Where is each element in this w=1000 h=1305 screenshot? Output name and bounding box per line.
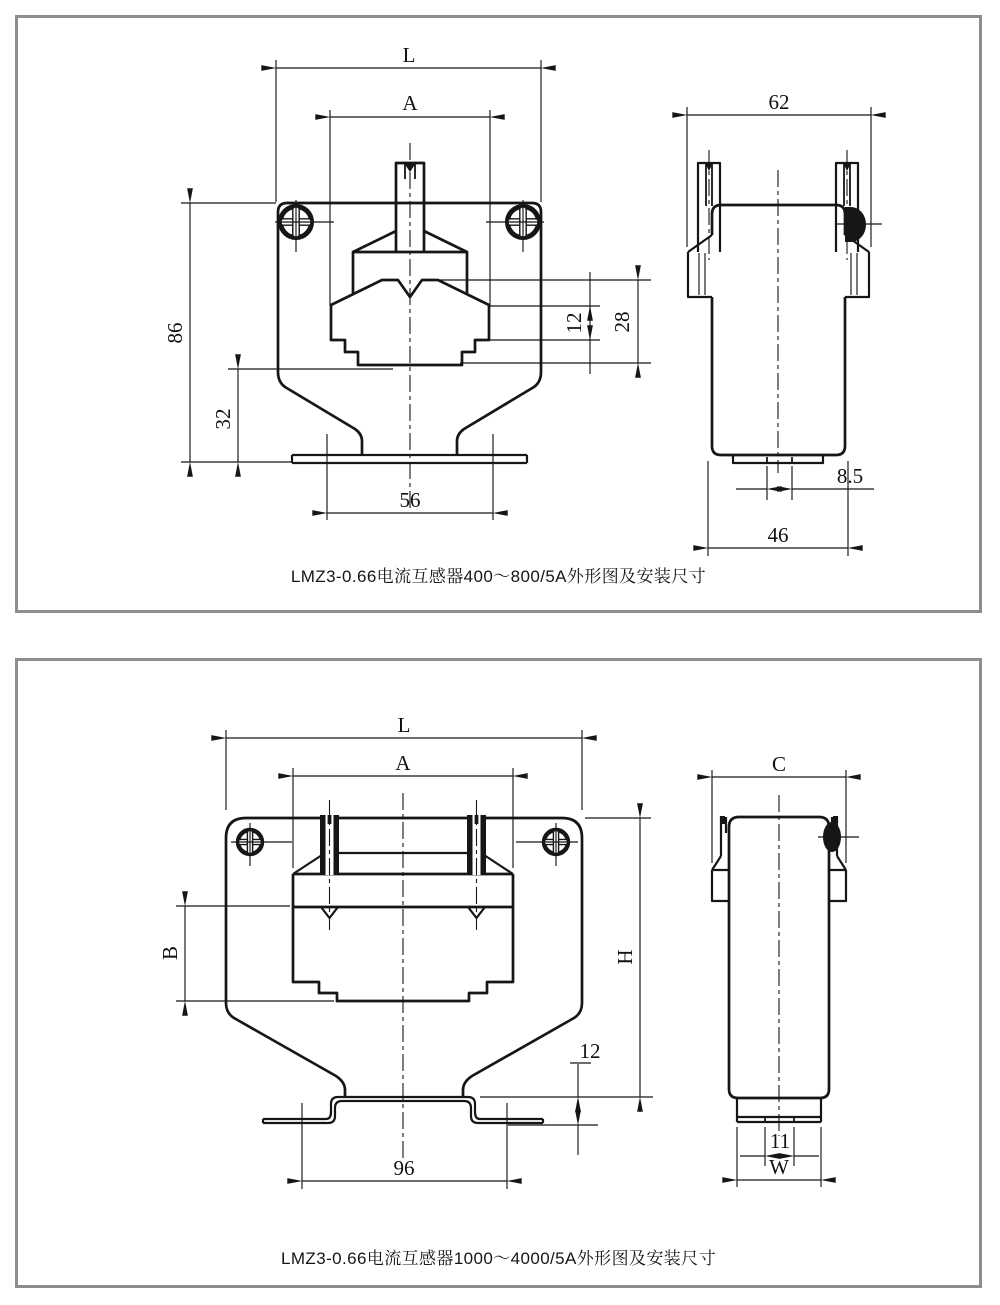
- dim-label-56: 56: [399, 488, 421, 512]
- side-screw: [836, 207, 882, 242]
- dim-label-A: A: [395, 751, 411, 775]
- dim-label-L: L: [397, 713, 411, 737]
- drawing-1000-4000: [18, 661, 979, 1285]
- dimension-8-5: [736, 464, 874, 500]
- dim-label-C: C: [771, 752, 787, 776]
- dim-label-32: 32: [211, 408, 235, 430]
- dim-label-A: A: [402, 91, 418, 115]
- terminal-post-left: [698, 150, 720, 295]
- caption-400-800: LMZ3-0.66电流互感器400～800/5A外形图及安装尺寸: [290, 567, 707, 586]
- drawing-panel-400-800: [15, 15, 982, 613]
- dim-label-28: 28: [610, 311, 634, 333]
- dim-label-86: 86: [163, 322, 187, 344]
- dim-label-L: L: [402, 43, 416, 67]
- side-screw: [818, 822, 859, 852]
- dim-label-11: 11: [769, 1129, 791, 1153]
- mounting-screw-left: [231, 823, 292, 866]
- side-view: [687, 90, 882, 556]
- dimension-28: [610, 280, 638, 363]
- dim-label-96: 96: [393, 1156, 415, 1180]
- dim-label-8-5: 8.5: [836, 464, 864, 488]
- drawing-400-800: [18, 18, 979, 610]
- dim-label-46: 46: [767, 523, 789, 547]
- side-view: [712, 752, 859, 1187]
- dimension-46: [708, 461, 848, 556]
- mounting-screw-right: [486, 200, 544, 252]
- mounting-screw-left: [275, 200, 334, 252]
- drawing-panel-1000-4000: [15, 658, 982, 1288]
- dim-label-12: 12: [562, 312, 586, 334]
- dim-label-B: B: [158, 945, 182, 961]
- front-view: [163, 43, 651, 520]
- dim-label-H: H: [613, 949, 637, 965]
- dimension-12: [562, 272, 590, 374]
- terminal-post-left: [712, 816, 726, 870]
- body-outline: [226, 818, 582, 1003]
- front-view: [158, 713, 653, 1189]
- dimension-B: [158, 906, 334, 1001]
- caption-1000-4000: LMZ3-0.66电流互感器1000～4000/5A外形图及安装尺寸: [281, 1249, 716, 1268]
- mounting-screw-right: [516, 823, 578, 866]
- dimension-L: [276, 43, 541, 202]
- dim-label-12: 12: [579, 1039, 601, 1063]
- dim-label-W: W: [769, 1155, 789, 1179]
- dim-label-62: 62: [768, 90, 790, 114]
- dimension-32: [211, 369, 393, 462]
